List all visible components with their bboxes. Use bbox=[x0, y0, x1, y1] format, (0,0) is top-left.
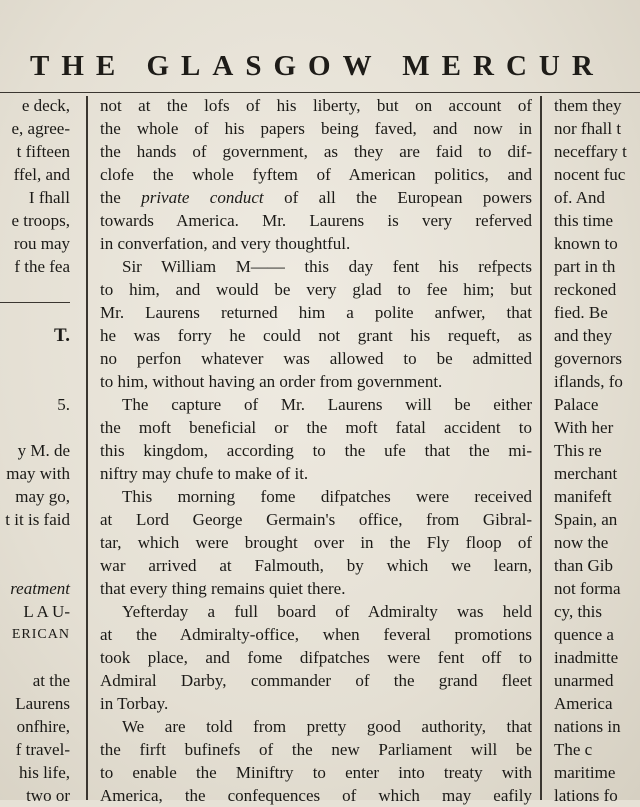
right-column-line: iflands, fo bbox=[554, 372, 623, 391]
right-column-line: of. And bbox=[554, 188, 605, 207]
right-column-line: America bbox=[554, 694, 613, 713]
right-column-line: inadmitte bbox=[554, 648, 619, 667]
right-column-line: maritime bbox=[554, 763, 616, 782]
article-line: the whole of his papers being faved, and now in bbox=[100, 119, 532, 138]
left-column-line bbox=[0, 301, 78, 324]
left-column-line: reatment bbox=[10, 579, 70, 598]
left-column-line bbox=[0, 347, 78, 370]
column-rule-right bbox=[540, 96, 542, 800]
left-column-line bbox=[0, 554, 78, 577]
right-column-line: reckoned bbox=[554, 280, 617, 299]
right-column-line: than Gib bbox=[554, 556, 614, 575]
article-line: at the Admiralty-office, when feveral promotions bbox=[100, 625, 532, 644]
left-column-line bbox=[0, 370, 78, 393]
left-column-line: ERICAN bbox=[11, 627, 70, 642]
left-column-line: 5. bbox=[57, 395, 70, 414]
right-column bbox=[548, 94, 640, 807]
right-column-line: not forma bbox=[554, 579, 621, 598]
left-column-line: two or bbox=[26, 786, 70, 805]
left-column-line: rou may bbox=[13, 234, 70, 253]
left-column-line: I fhall bbox=[28, 188, 70, 207]
right-column-line: lations fo bbox=[554, 786, 618, 805]
article-line: Sir William M—— this day fent his refpects bbox=[122, 257, 532, 276]
article-line: the moft beneficial or the moft fatal accident to bbox=[100, 418, 532, 437]
article-line: he was forry he could not grant his requeft, as bbox=[100, 326, 532, 345]
right-column-line: cy, this bbox=[554, 602, 603, 621]
right-column-line: nations in bbox=[554, 717, 621, 736]
left-column-line: f travel- bbox=[15, 740, 70, 759]
left-column-line: may go, bbox=[15, 487, 70, 506]
article-line: This morning fome difpatches were received bbox=[122, 487, 532, 506]
article-line: to him, without having an order from government. bbox=[100, 372, 443, 391]
right-column-line: nocent fuc bbox=[554, 165, 626, 184]
main-column bbox=[100, 94, 532, 807]
article-line: Yefterday a full board of Admiralty was held bbox=[122, 602, 532, 621]
right-column-line: Spain, an bbox=[554, 510, 618, 529]
left-column-line: onfhire, bbox=[16, 717, 70, 736]
article-line: to him, and would be very glad to fee him; but bbox=[100, 280, 532, 299]
article-line: clofe the whole fyftem of American politics, and bbox=[100, 165, 532, 184]
article-line: The capture of Mr. Laurens will be either bbox=[122, 395, 532, 414]
article-line: in Torbay. bbox=[100, 694, 169, 713]
right-column-line: manifeft bbox=[554, 487, 612, 506]
article-line: that every thing remains quiet there. bbox=[100, 579, 346, 598]
left-column-line: at the bbox=[32, 671, 70, 690]
masthead-title: THE GLASGOW MERCUR bbox=[30, 50, 605, 82]
left-column-line bbox=[0, 646, 78, 669]
right-column-line: known to bbox=[554, 234, 618, 253]
right-column-line: this time bbox=[554, 211, 614, 230]
article-line: tar, which were brought over in the Fly floop of bbox=[100, 533, 532, 552]
right-column-line: Palace bbox=[554, 395, 599, 414]
left-column-line: his life, bbox=[19, 763, 70, 782]
right-column-line: nor fhall t bbox=[554, 119, 622, 138]
left-column-line: t it is faid bbox=[5, 510, 70, 529]
article-line: to enable the Miniftry to enter into treaty with bbox=[100, 763, 532, 782]
article-line: America, the confequences of which may eafily bbox=[100, 786, 532, 805]
left-column-line bbox=[0, 531, 78, 554]
article-line: at Lord George Germain's office, from Gibral- bbox=[100, 510, 532, 529]
right-column-line: fied. Be bbox=[554, 303, 608, 322]
article-line: not at the lofs of his liberty, but on account of bbox=[100, 96, 532, 115]
article-line: this kingdom, according to the ufe that the mi- bbox=[100, 441, 532, 460]
italic-phrase: private conduct bbox=[141, 188, 264, 207]
masthead bbox=[0, 50, 640, 90]
right-column-line: This re bbox=[554, 441, 602, 460]
article-line: Mr. Laurens returned him a polite anfwer, that bbox=[100, 303, 532, 322]
article-line: no perfon whatever was allowed to be admitted bbox=[100, 349, 532, 368]
left-column-line: e, agree- bbox=[11, 119, 70, 138]
left-column-line bbox=[0, 416, 78, 439]
left-column-line: f the fea bbox=[14, 257, 70, 276]
left-column-line: L A U- bbox=[23, 602, 70, 621]
right-column-line: them they bbox=[554, 96, 622, 115]
article-line: the private conduct of all the European powers bbox=[100, 188, 532, 207]
right-column-line: governors bbox=[554, 349, 622, 368]
right-column-line: merchant bbox=[554, 464, 618, 483]
right-column-line: unarmed bbox=[554, 671, 614, 690]
right-column-line: and they bbox=[554, 326, 613, 345]
right-column-line: neceffary t bbox=[554, 142, 627, 161]
left-column-line: t fifteen bbox=[16, 142, 70, 161]
column-rule-left bbox=[86, 96, 88, 800]
left-column-line: y M. de bbox=[17, 441, 70, 460]
article-line: took place, and fome difpatches were fent off to bbox=[100, 648, 532, 667]
article-line: the firft bufinefs of the new Parliament will be bbox=[100, 740, 532, 759]
article-line: the hands of government, as they are faid to dif- bbox=[100, 142, 532, 161]
right-column-line: The c bbox=[554, 740, 593, 759]
left-column-line: e troops, bbox=[11, 211, 70, 230]
right-column-line: now the bbox=[554, 533, 609, 552]
left-column-line: e deck, bbox=[21, 96, 70, 115]
left-column-line: ffel, and bbox=[13, 165, 70, 184]
left-column bbox=[0, 94, 78, 807]
article-line: We are told from pretty good authority, that bbox=[122, 717, 532, 736]
right-column-line: quence a bbox=[554, 625, 614, 644]
article-line: war arrived at Falmouth, by which we learn, bbox=[100, 556, 532, 575]
article-line: in converfation, and very thoughtful. bbox=[100, 234, 351, 253]
right-column-line: part in th bbox=[554, 257, 616, 276]
masthead-rule bbox=[0, 92, 640, 93]
left-column-line bbox=[0, 278, 78, 301]
article-line: towards America. Mr. Laurens is very referved bbox=[100, 211, 532, 230]
left-column-line: may with bbox=[6, 464, 70, 483]
left-column-line: Laurens bbox=[15, 694, 70, 713]
article-line: niftry may chufe to make of it. bbox=[100, 464, 309, 483]
left-column-line: T. bbox=[53, 325, 70, 346]
article-line: Admiral Darby, commander of the grand fleet bbox=[100, 671, 532, 690]
right-column-line: With her bbox=[554, 418, 614, 437]
